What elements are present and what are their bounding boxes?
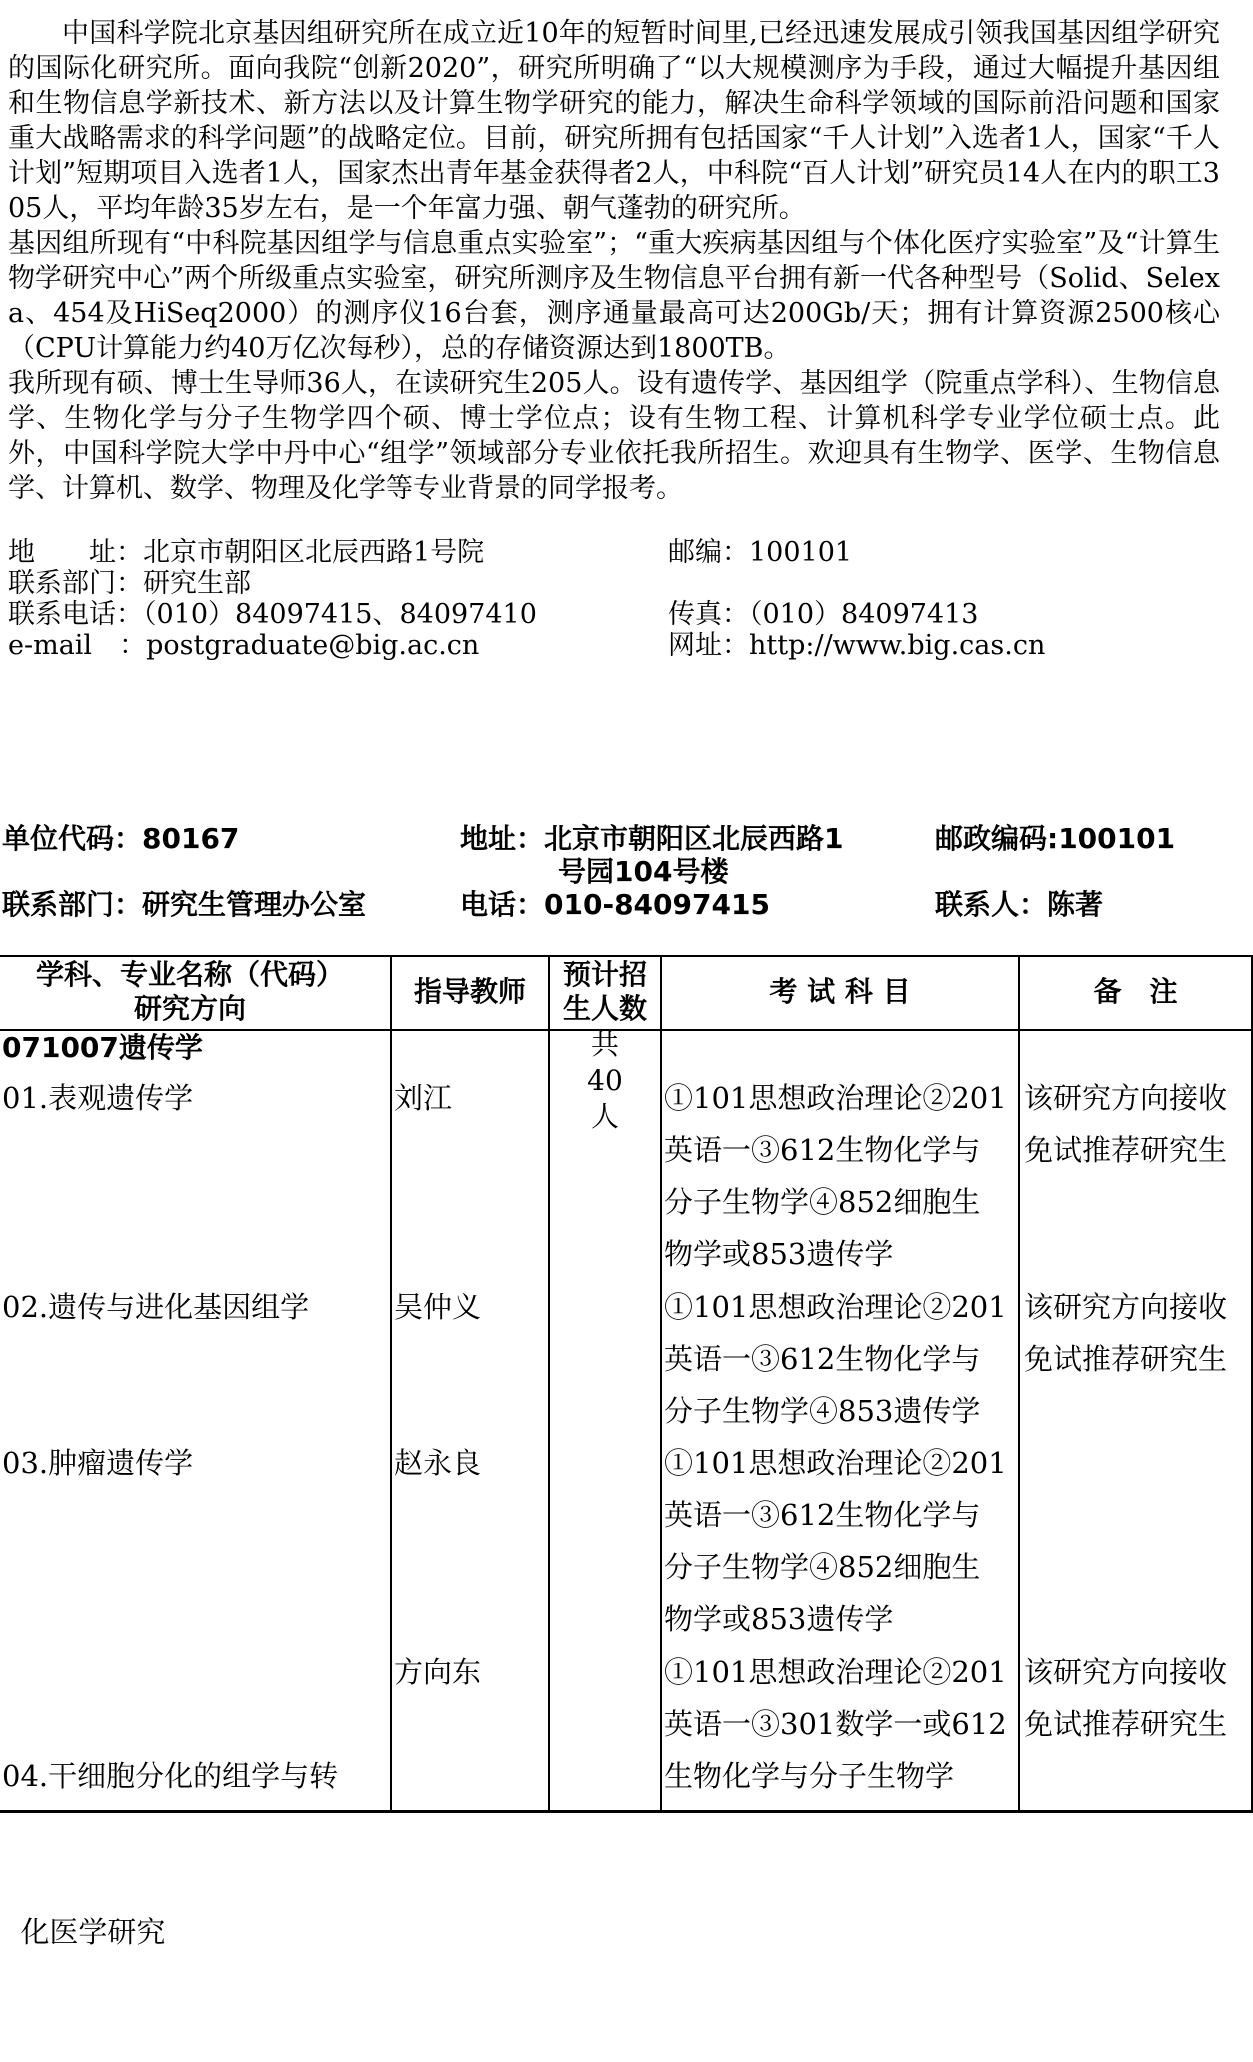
notes-cell [1024,1646,1249,1750]
exam-line: 分子生物学④852细胞生 [664,1550,981,1584]
exam-cell [664,1281,1016,1437]
contact-fax: 传真：（010）84097413 [668,599,979,630]
unit-address-line2: 号园104号楼 [558,855,729,888]
intro-paragraph-history: 中国科学院北京基因组研究所在成立近10年的短暂时间里,已经迅速发展成引领我国基因组学研究的国际化研究所。面向我院“创新2020”，研究所明确了“以大规模测序为手段，通过大幅提升基因组和生物信息学新技术、新方法以及计算生物学研究的能力，解决生命科学领域的国际前沿问题和国家重大战略需求的科学问题”的战略定位。目前，研究所拥有包括国家“千人计划”入选者1人，国家“千人计划”短期项目入选者1人，国家杰出青年基金获得者2人，中科院“百人计划”研究员14人在内的职工305人，平均年龄35岁左右，是一个年富力强、朝气蓬勃的研究所。 [8,18,1220,224]
notes-line: 该研究方向接收 [1024,1081,1228,1115]
unit-address-line1: 地址：北京市朝阳区北辰西路1 [460,822,844,855]
unit-postcode: 邮政编码:100101 [935,822,1176,855]
notes-cell [1024,1072,1249,1176]
exam-cell [664,1646,1016,1802]
exam-cell [664,1437,1016,1645]
contact-row-department [8,566,251,601]
exam-cell [664,1072,1016,1280]
unit-phone: 电话：010-84097415 [460,888,770,921]
contact-address: 地 址：北京市朝阳区北辰西路1号院 [8,537,485,568]
enrollment-table [0,955,1253,1949]
notes-line: 免试推荐研究生 [1024,1133,1228,1167]
exam-line: 分子生物学④852细胞生 [664,1185,981,1219]
direction-cell [2,1281,388,1333]
contact-website: 网址：http://www.big.cas.cn [668,630,1046,661]
contact-department: 联系部门：研究生部 [8,568,251,599]
direction-cell [2,1072,388,1124]
direction-line: 03.肿瘤遗传学 [2,1446,194,1480]
direction-line: 04.干细胞分化的组学与转 [2,1759,339,1793]
header-notes: 备 注 [1093,975,1178,1008]
header-quota-line1: 预计招 [562,958,647,991]
intro-section [8,16,1220,506]
advisor-cell: 赵永良 [394,1446,482,1480]
intro-paragraph-programs: 我所现有硕、博士生导师36人，在读研究生205人。设有遗传学、基因组学（院重点学科）、生物信息学、生物化学与分子生物学四个硕、博士学位点；设有生物工程、计算机科学专业学位硕士点。此外，中国科学院大学中丹中心“组学”领域部分专业依托我所招生。欢迎具有生物学、医学、生物信息学、计算机、数学、物理及化学等专业背景的同学报考。 [8,368,1220,504]
notes-cell [1024,1281,1249,1385]
direction-cell [2,1437,388,1489]
column-divider [1018,955,1020,1812]
advisor-cell: 刘江 [394,1081,453,1115]
exam-line: 分子生物学④853遗传学 [664,1394,981,1428]
exam-line: 生物化学与分子生物学 [664,1759,955,1793]
exam-line: 英语一③612生物化学与 [664,1498,981,1532]
direction-line: 01.表观遗传学 [2,1081,194,1115]
exam-line: 物学或853遗传学 [664,1237,894,1271]
unit-contact-person: 联系人：陈著 [935,888,1104,921]
contact-postcode: 邮编：100101 [668,537,853,568]
contact-row-phone [8,597,979,632]
exam-line: ①101思想政治理论②201 [664,1655,1007,1689]
column-divider [390,955,392,1812]
contact-email: e-mail ：postgraduate@big.ac.cn [8,630,480,661]
header-major-line1: 学科、专业名称（代码） [35,958,344,991]
exam-line: ①101思想政治理论②201 [664,1290,1007,1324]
column-divider [660,955,662,1812]
unit-department: 联系部门：研究生管理办公室 [2,888,367,921]
intro-paragraph-labs: 基因组所现有“中科院基因组学与信息重点实验室”；“重大疾病基因组与个体化医疗实验室”及“计算生物学研究中心”两个所级重点实验室，研究所测序及生物信息平台拥有新一代各种型号（Solid、Selexa、454及HiSeq2000）的测序仪16台套，测序通量最高可达200Gb/天；拥有计算资源2500核心（CPU计算能力约40万亿次每秒），总的存储资源达到1800TB。 [8,228,1220,364]
quota-line: 共 [590,1028,619,1061]
header-quota [550,958,660,1026]
header-major-line2: 研究方向 [133,992,246,1025]
header-exam-subjects: 考 试 科 目 [769,975,911,1008]
exam-line: 英语一③612生物化学与 [664,1133,981,1167]
notes-line: 该研究方向接收 [1024,1290,1228,1324]
contact-phone: 联系电话：（010）84097415、84097410 [8,599,537,630]
exam-line: 物学或853遗传学 [664,1602,894,1636]
notes-line: 免试推荐研究生 [1024,1342,1228,1376]
header-advisor: 指导教师 [413,975,526,1008]
header-major [0,958,380,1026]
quota-total [550,1027,660,1135]
header-quota-line2: 生人数 [562,992,647,1025]
quota-line: 40 [587,1064,623,1097]
advisor-cell: 吴仲义 [394,1290,482,1324]
direction-cell [2,1646,388,2062]
direction-line: 02.遗传与进化基因组学 [2,1290,310,1324]
quota-line: 人 [590,1100,619,1133]
major-name: 071007遗传学 [2,1031,203,1064]
notes-line: 该研究方向接收 [1024,1655,1228,1689]
contact-row-address [8,535,853,570]
exam-line: 英语一③301数学一或612 [664,1707,1007,1741]
exam-line: ①101思想政治理论②201 [664,1081,1007,1115]
exam-line: ①101思想政治理论②201 [664,1446,1007,1480]
unit-code: 单位代码：80167 [2,822,240,855]
direction-line: 化医学研究 [2,1915,166,1949]
exam-line: 英语一③612生物化学与 [664,1342,981,1376]
contact-row-email [8,628,1046,663]
table-top-border [0,955,1253,957]
advisor-cell: 方向东 [394,1655,482,1689]
notes-line: 免试推荐研究生 [1024,1707,1228,1741]
